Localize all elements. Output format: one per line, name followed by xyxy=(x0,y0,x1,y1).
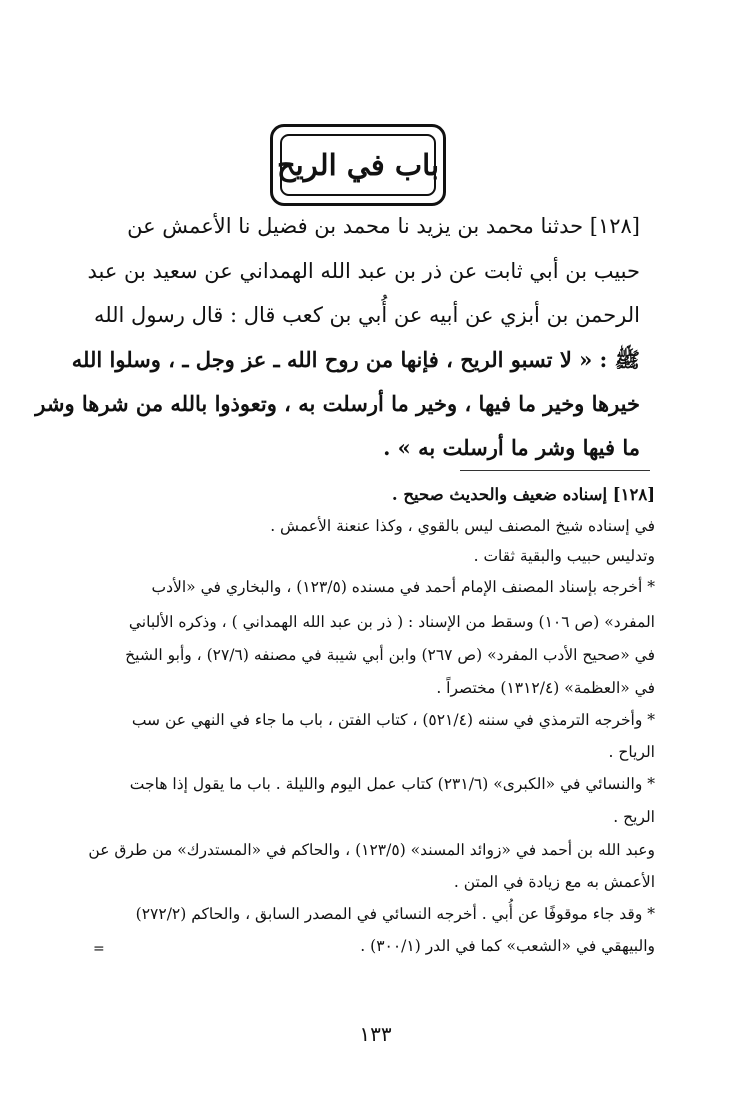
footnote-line: الأعمش به مع زيادة في المتن . xyxy=(453,873,655,891)
footnote-line: وعبد الله بن أحمد في «زوائد المسند» (١٢٣/٥) ، والحاكم في «المستدرك» من طرق عن xyxy=(88,841,655,859)
footnote-line: في «صحيح الأدب المفرد» (ص ٢٦٧) وابن أبي شيبة في مصنفه (٢٧/٦) ، وأبو الشيخ xyxy=(125,646,655,664)
footnote-line: * وقد جاء موقوفًا عن أُبي . أخرجه النسائي في المصدر السابق ، والحاكم (٢٧٢/٢) xyxy=(135,905,655,923)
footnote-line: * وأخرجه الترمذي في سننه (٥٢١/٤) ، كتاب الفتن ، باب ما جاء في النهي عن سب xyxy=(131,711,655,729)
chapter-title-frame xyxy=(270,124,446,206)
chapter-title-inner-frame xyxy=(276,134,440,196)
page-number: ١٣٣ xyxy=(359,1022,392,1046)
footnote-line: * والنسائي في «الكبرى» (٢٣١/٦) كتاب عمل اليوم والليلة . باب ما يقول إذا هاجت xyxy=(129,775,655,793)
footnote-line: المفرد» (ص ١٠٦) وسقط من الإسناد : ( ذر بن عبد الله الهمداني ) ، وذكره الألباني xyxy=(128,613,655,631)
footnote-line: الرياح . xyxy=(608,743,655,761)
footnote-line: * أخرجه بإسناد المصنف الإمام أحمد في مسنده (١٢٣/٥) ، والبخاري في «الأدب xyxy=(151,578,655,596)
footnote-heading: [١٢٨] إسناده ضعيف والحديث صحيح . xyxy=(391,485,655,504)
hadith-line: خيرها وخير ما فيها ، وخير ما أرسلت به ، وتعوذوا بالله من شرها وشر xyxy=(35,391,640,416)
hadith-line: الرحمن بن أبزي عن أبيه عن أُبي بن كعب قال : قال رسول الله xyxy=(93,303,640,327)
hadith-line: ﷺ : « لا تسبو الريح ، فإنها من روح الله ـ عز وجل ـ ، وسلوا الله xyxy=(71,347,640,372)
footnote-line: في «العظمة» (١٣١٢/٤) مختصراً . xyxy=(436,679,655,697)
footnote-line: الريح . xyxy=(613,808,655,826)
footnote-line: وتدليس حبيب والبقية ثقات . xyxy=(473,547,655,565)
chapter-title: باب في الريح xyxy=(276,148,440,182)
footnote-separator xyxy=(460,470,650,471)
hadith-line: ما فيها وشر ما أرسلت به » . xyxy=(383,435,640,460)
footnote-line: في إسناده شيخ المصنف ليس بالقوي ، وكذا عنعنة الأعمش . xyxy=(270,517,655,535)
hadith-line: [١٢٨] حدثنا محمد بن يزيد نا محمد بن فضيل نا الأعمش عن xyxy=(127,214,640,238)
continuation-mark: = xyxy=(93,941,105,957)
hadith-line: حبيب بن أبي ثابت عن ذر بن عبد الله الهمداني عن سعيد بن عبد xyxy=(87,259,640,283)
footnote-line: والبيهقي في «الشعب» كما في الدر (٣٠٠/١) . xyxy=(360,937,655,955)
